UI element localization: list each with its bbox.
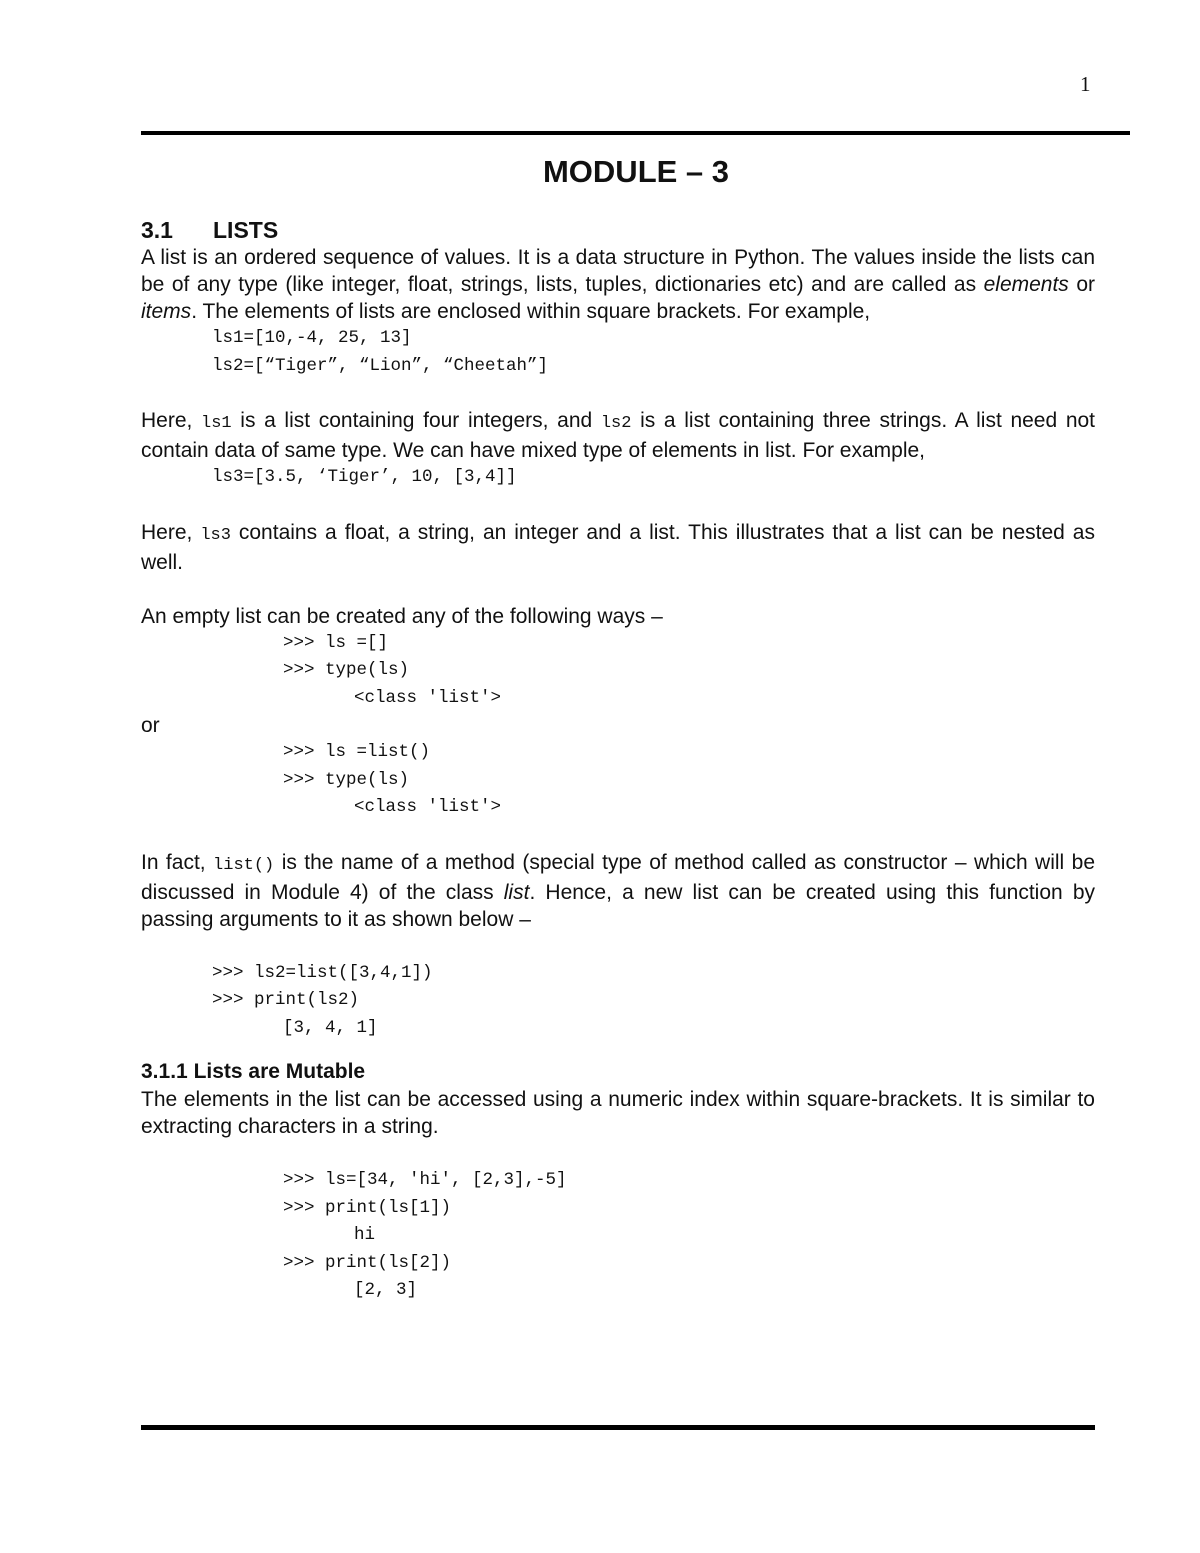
code-line: >>> type(ls) — [283, 769, 410, 790]
code-output: <class 'list'> — [354, 687, 502, 708]
paragraph-list-definition: A list is an ordered sequence of values. It is a data structure in Python. The values inside the lists can be of any type (like integer, float, strings, lists, tuples, dictionaries etc) and are called as elements or items. The elements of lists are enclosed within square brackets. For example, — [141, 246, 1095, 323]
page-number: 1 — [1080, 72, 1091, 96]
code-line: >>> ls2=list([3,4,1]) — [212, 962, 433, 983]
paragraph-mixed-types: Here, ls1 is a list containing four integers, and ls2 is a list containing three strings. A list need not contain data of same type. We can have mixed type of elements in list. For example, — [141, 409, 1096, 462]
subsection-number: 3.1.1 — [141, 1060, 188, 1083]
code-line: ls1=[10,-4, 25, 13] — [212, 328, 412, 348]
code-line: >>> ls =[] — [283, 632, 389, 653]
code-line: >>> print(ls[2]) — [283, 1252, 452, 1273]
code-line: >>> ls=[34, 'hi', [2,3],-5] — [283, 1170, 567, 1190]
inline-code: ls1 — [201, 414, 232, 433]
subsection-title: Lists are Mutable — [193, 1060, 366, 1083]
code-output: hi — [354, 1225, 376, 1245]
term-list: list — [503, 880, 530, 904]
header-rule — [141, 131, 1130, 135]
footer-rule — [141, 1425, 1095, 1430]
inline-code: ls2 — [600, 414, 632, 433]
code-output: <class 'list'> — [354, 797, 502, 817]
section-title: LISTS — [213, 217, 279, 243]
code-line: ls2=[“Tiger”, “Lion”, “Cheetah”] — [212, 355, 549, 376]
paragraph-constructor: In fact, list() is the name of a method (special type of method called as constructor – which will be discussed in Module 4) of the class list. Hence, a new list can be created using this function by passing arguments to it as shown below – — [141, 850, 1096, 931]
term-elements: elements — [983, 273, 1069, 296]
module-title: MODULE – 3 — [542, 154, 730, 189]
section-number: 3.1 — [141, 217, 173, 243]
paragraph-nested: Here, ls3 contains a float, a string, an integer and a list. This illustrates that a list can be nested as well. — [141, 520, 1095, 574]
code-line: ls3=[3.5, ‘Tiger’, 10, [3,4]] — [212, 467, 517, 487]
code-line: >>> type(ls) — [283, 660, 410, 680]
code-line: >>> print(ls2) — [212, 990, 360, 1010]
code-output: [3, 4, 1] — [283, 1017, 378, 1038]
section-heading — [141, 216, 1095, 244]
inline-code: list() — [213, 855, 275, 875]
code-line: >>> print(ls[1]) — [283, 1197, 452, 1218]
paragraph-mutable: The elements in the list can be accessed using a numeric index within square-brackets. It is similar to extracting characters in a string. — [141, 1088, 1095, 1138]
subsection-heading — [141, 1058, 1095, 1086]
page-content — [141, 150, 1095, 1305]
paragraph-empty-list: An empty list can be created any of the following ways – — [141, 604, 663, 628]
code-line: >>> ls =list() — [283, 742, 431, 762]
term-items: items — [141, 300, 192, 323]
code-output: [2, 3] — [354, 1280, 418, 1300]
or-text: or — [141, 714, 160, 737]
inline-code: ls3 — [200, 525, 231, 545]
